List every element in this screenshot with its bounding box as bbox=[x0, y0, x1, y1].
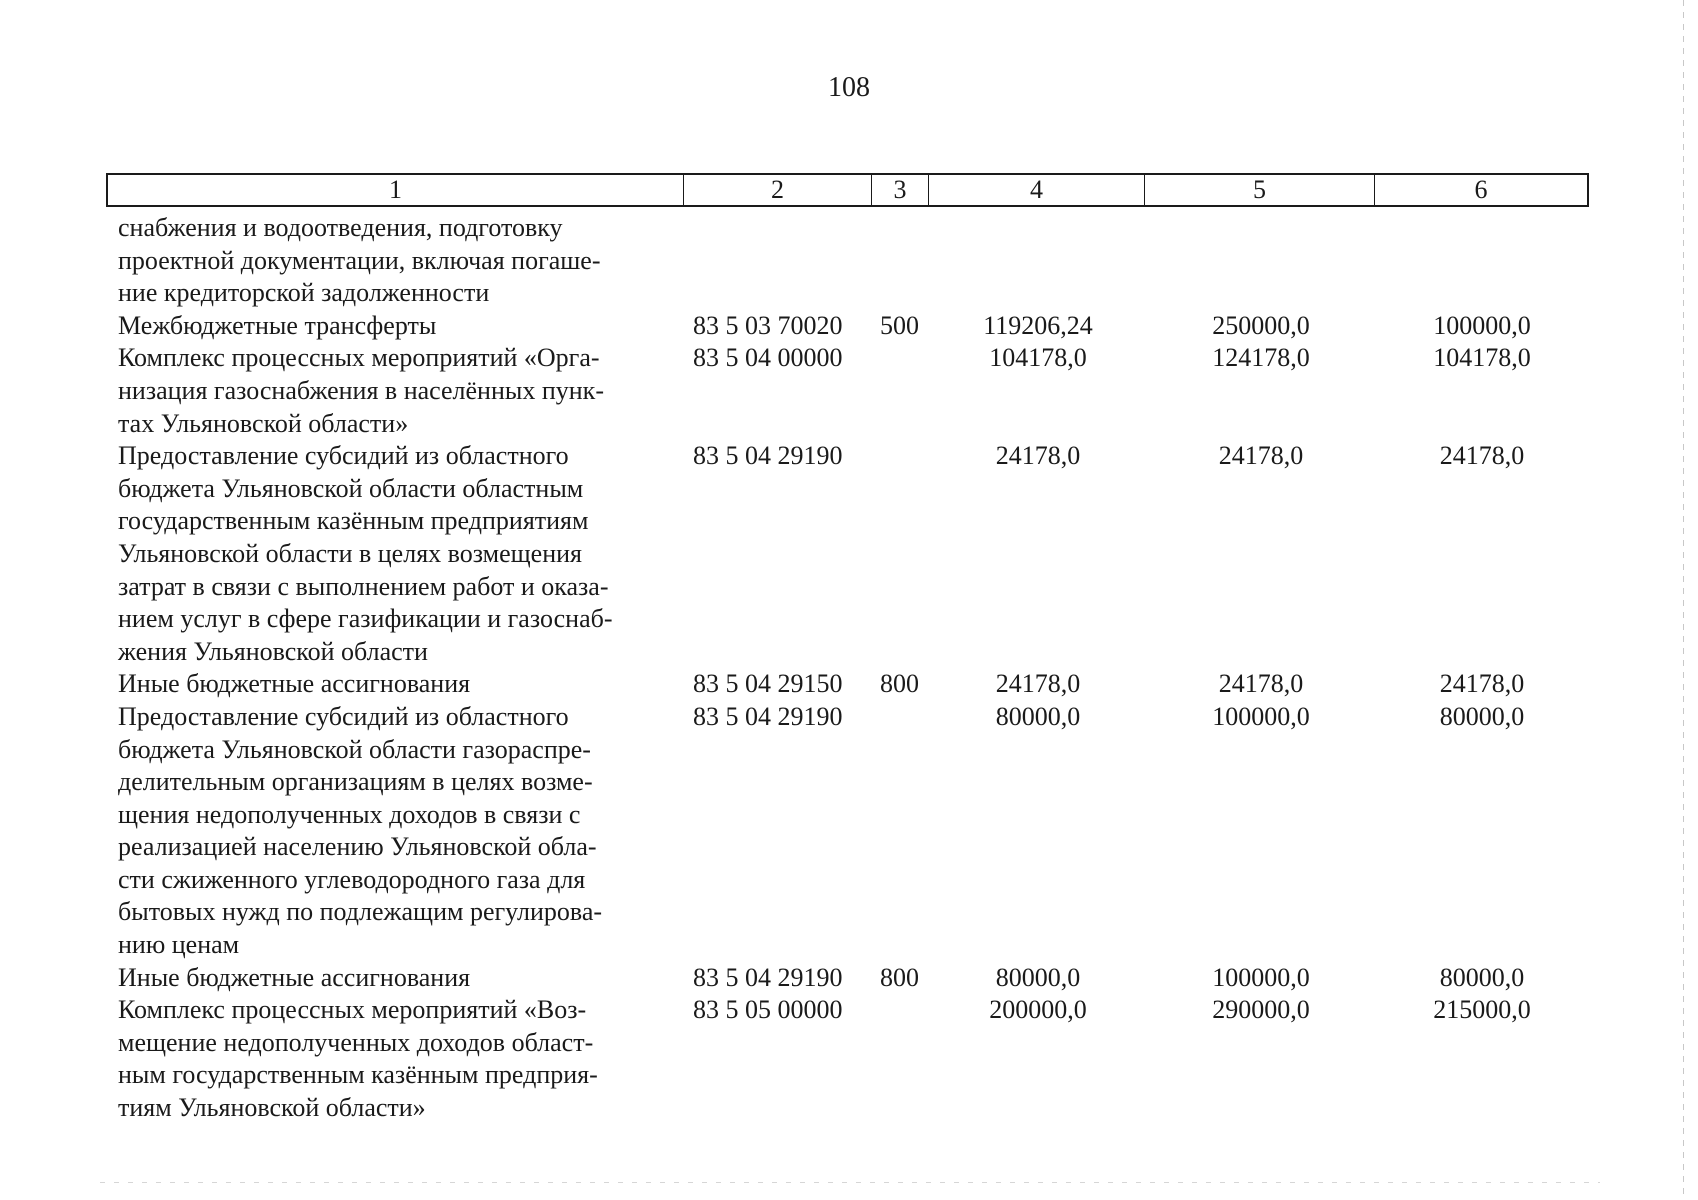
row-value-col6: 80000,0 bbox=[1439, 701, 1525, 731]
table-row bbox=[118, 310, 1588, 343]
row-value-col4: 80000,0 bbox=[995, 701, 1081, 731]
row-value-col4: 80000,0 bbox=[995, 962, 1081, 992]
row-value-col5: 24178,0 bbox=[1218, 441, 1304, 471]
row-value-col4: 119206,24 bbox=[983, 310, 1093, 340]
table-row bbox=[118, 962, 1588, 995]
row-value-col4: 24178,0 bbox=[995, 441, 1081, 471]
row-value-col5: 250000,0 bbox=[1212, 310, 1310, 340]
row-value-col6: 100000,0 bbox=[1433, 310, 1531, 340]
page-number: 108 bbox=[828, 72, 870, 103]
header-col-4: 4 bbox=[929, 175, 1145, 205]
header-col-2: 2 bbox=[684, 175, 872, 205]
row-code: 83 5 05 00000 bbox=[693, 995, 843, 1025]
row-value-col5: 124178,0 bbox=[1212, 343, 1310, 373]
header-col-3: 3 bbox=[872, 175, 929, 205]
row-description: Комплекс процессных мероприятий «Воз- мещение недополученных доходов област- ным государственным казённым предприя- тиям Ульяновской области» bbox=[118, 995, 598, 1123]
scan-edge-right bbox=[1683, 0, 1684, 1200]
table-row bbox=[118, 701, 1588, 962]
table-row bbox=[118, 668, 1588, 701]
row-value-col6: 215000,0 bbox=[1433, 995, 1531, 1025]
row-description: Иные бюджетные ассигнования bbox=[118, 962, 471, 992]
row-code: 83 5 04 29150 bbox=[693, 669, 843, 699]
row-code: 83 5 04 29190 bbox=[693, 962, 843, 992]
row-value-col4: 200000,0 bbox=[989, 995, 1087, 1025]
header-col-5: 5 bbox=[1145, 175, 1375, 205]
row-description: Предоставление субсидий из областного бюджета Ульяновской области газораспре- делительным организациям в целях возме- щения недополученных доходов в связи с реализацией населению Ульяновской обла- сти сжиженного углеводородного газа для бытовых нужд по подлежащим регулирова- нию ценам bbox=[118, 701, 603, 960]
row-description: Предоставление субсидий из областного бюджета Ульяновской области областным государственным казённым предприятиям Ульяновской области в целях возмещения затрат в связи с выполнением работ и оказа- нием услуг в сфере газификации и газоснаб- жения Ульяновской области bbox=[118, 441, 613, 666]
table-header bbox=[106, 173, 1589, 207]
row-description: Комплекс процессных мероприятий «Орга- низация газоснабжения в населённых пунк- тах Ульяновской области» bbox=[118, 343, 604, 438]
table-row bbox=[118, 212, 1588, 310]
scan-edge-bottom bbox=[100, 1182, 1600, 1183]
row-description: снабжения и водоотведения, подготовку проектной документации, включая погаше- ние кредиторской задолженности bbox=[118, 213, 601, 308]
row-description: Иные бюджетные ассигнования bbox=[118, 669, 471, 699]
row-code: 83 5 04 29190 bbox=[693, 701, 843, 731]
row-expense-type: 800 bbox=[880, 669, 919, 699]
row-value-col5: 100000,0 bbox=[1212, 701, 1310, 731]
row-value-col5: 100000,0 bbox=[1212, 962, 1310, 992]
row-code: 83 5 04 29190 bbox=[693, 441, 843, 471]
row-value-col6: 104178,0 bbox=[1433, 343, 1531, 373]
row-code: 83 5 03 70020 bbox=[693, 310, 843, 340]
row-code: 83 5 04 00000 bbox=[693, 343, 843, 373]
table-body bbox=[118, 212, 1588, 1125]
row-value-col5: 290000,0 bbox=[1212, 995, 1310, 1025]
header-col-1: 1 bbox=[108, 175, 684, 205]
table-row bbox=[118, 342, 1588, 440]
row-value-col6: 24178,0 bbox=[1439, 669, 1525, 699]
row-expense-type: 500 bbox=[880, 310, 919, 340]
table-row bbox=[118, 440, 1588, 668]
row-value-col5: 24178,0 bbox=[1218, 669, 1304, 699]
row-description: Межбюджетные трансферты bbox=[118, 310, 437, 340]
table-row bbox=[118, 994, 1588, 1124]
row-value-col4: 104178,0 bbox=[989, 343, 1087, 373]
row-value-col6: 24178,0 bbox=[1439, 441, 1525, 471]
row-value-col6: 80000,0 bbox=[1439, 962, 1525, 992]
header-col-6: 6 bbox=[1474, 175, 1488, 204]
row-value-col4: 24178,0 bbox=[995, 669, 1081, 699]
row-expense-type: 800 bbox=[880, 962, 919, 992]
